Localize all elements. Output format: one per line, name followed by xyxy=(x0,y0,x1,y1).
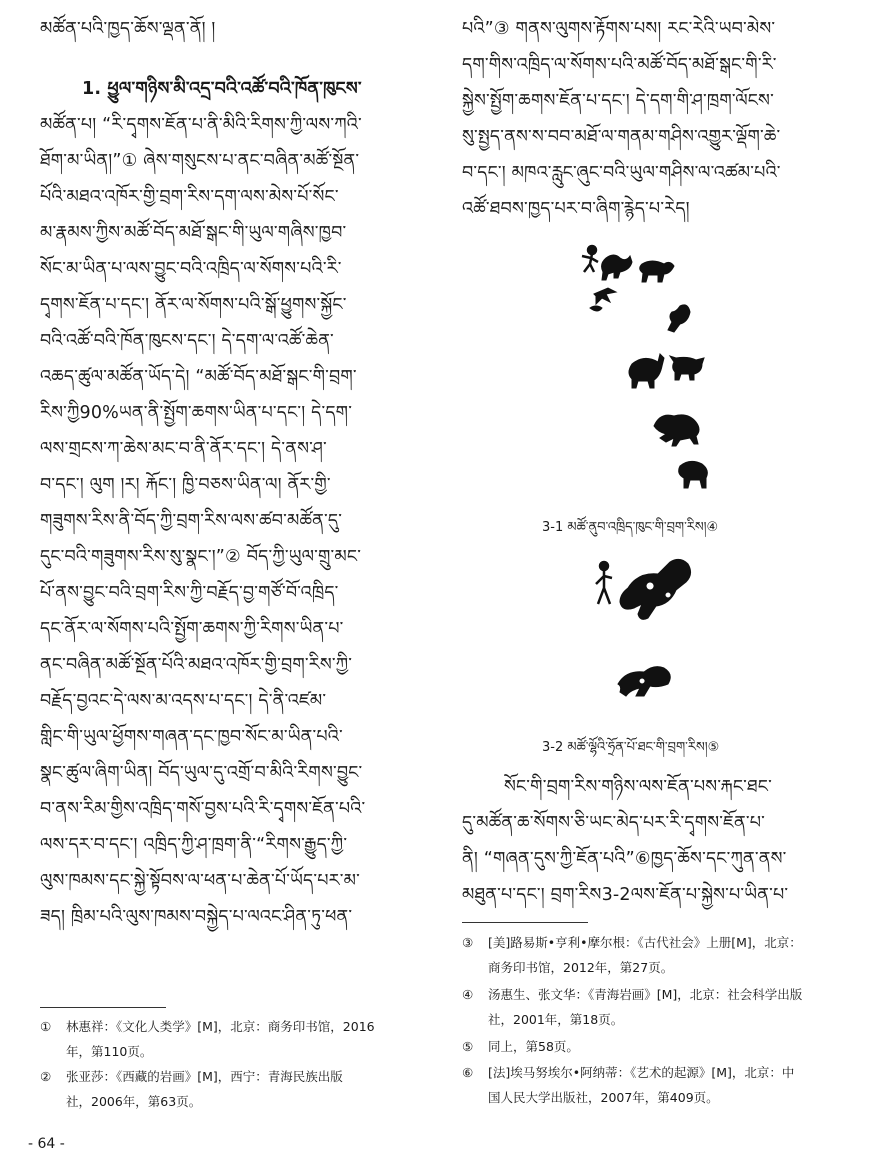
footnote-text: 汤惠生、张文华：《青海岩画》[M]，北京：社会科学出版 xyxy=(488,987,803,1002)
text-line: ལས་དར་བ་དང་། འཁྲིད་ཀྱི་ཤ་ཁྲག་ནི་“རིགས་རྒྱུད་ཀྱི་ xyxy=(40,835,348,855)
text-line: པའི”③ གནས་ལུགས་རྟོགས་པས། རང་རེའི་ཡབ་མེས་ xyxy=(462,19,776,39)
text-line: བ་དང་། མཁའ་རླུང་ཞུང་བའི་ཡུལ་གཤིས་ལ་འཚམ་པའི་ xyxy=(462,163,781,183)
text-line: ཟད། ཁྲིམ་པའི་ལུས་ཁམས་བསྐྱེད་པ་ལའང་ཤིན་ཏུ་ཕན་ xyxy=(40,907,353,927)
text-line: ནང་བཞིན་མཚོ་སྔོན་པོའི་མཐའ་འཁོར་གྱི་བྲག་རིས་ཀྱི་ xyxy=(40,655,353,675)
text-line: རིས་ཀྱི90%ཡན་ནི་སྤྱོག་ཆགས་ཡིན་པ་དང་། དེ་དག་ xyxy=(40,403,353,423)
text-line: སོང་མ་ཡིན་པ་ལས་བྱུང་བའི་འཁྲིད་ལ་སོགས་པའི་རི་ xyxy=(40,259,342,279)
footnote-text: 年，第110页。 xyxy=(66,1044,153,1059)
text-line: འཚོ་ཐབས་ཁྱད་པར་བ་ཞིག་རྙེད་པ་རེད། xyxy=(462,199,690,219)
footnote-text: 社，2006年，第63页。 xyxy=(66,1094,202,1109)
text-line: བའི་འཚོ་བའི་ཁོན་ཁུངས་དང་། དེ་དག་ལ་འཚོ་ཆེན་ xyxy=(40,331,334,351)
animal-icon xyxy=(602,255,632,280)
text-line: མཚོན་པའི་ཁྱད་ཆོས་ལྡན་ནོ། ། xyxy=(40,19,216,39)
hunter-icon xyxy=(596,562,612,604)
footnote-text: 国人民大学出版社，2007年，第409页。 xyxy=(488,1090,719,1105)
text-line: སུ་སྤྱད་ནས་ས་བབ་མཐོ་ལ་གནམ་གཤིས་འགྱུར་ལྡོག་ཆེ་ xyxy=(462,127,781,147)
footnote-text: 商务印书馆，2012年，第27页。 xyxy=(488,960,674,975)
text-line: བ་ནས་རིམ་གྱིས་འཁྲིད་གསོ་བྱས་པའི་རི་དྭགས་ཇོན་པའི་ xyxy=(40,799,366,819)
text-line: གཟུགས་རིས་ནི་བོད་ཀྱི་བྲག་རིས་ལས་ཚབ་མཚོན་དུ་ xyxy=(40,511,343,531)
footnote-text: [法]埃马努埃尔•阿纳蒂：《艺术的起源》[M]，北京：中 xyxy=(488,1065,795,1080)
footnote-number: ① xyxy=(40,1019,52,1034)
text-line: སྣང་ཚུལ་ཞིག་ཡིན། བོད་ཡུལ་དུ་འགྲོ་བ་མིའི་རིགས་བྱུང་ xyxy=(40,763,363,783)
figure-caption: 3-1 མཚོ་ནུབ་འཁྲིད་ཁུང་གི་བྲག་རིས།④ xyxy=(542,520,719,535)
footnote xyxy=(462,930,862,980)
footnote-number: ⑤ xyxy=(462,1039,474,1054)
animal-icon xyxy=(640,261,674,282)
text-line: དུ་མཚོན་ཆ་སོགས་ཅི་ཡང་མེད་པར་རི་དྭགས་ཇོན་པ་ xyxy=(462,813,766,833)
text-line: མ་རྣམས་ཀྱིས་མཚོ་བོད་མཐོ་སྒང་གི་ཡུལ་གཞིས་ཁྱབ་ xyxy=(40,223,347,243)
bird-icon xyxy=(590,306,602,311)
text-line: དང་ནོར་ལ་སོགས་པའི་སྤྱོག་ཆགས་ཀྱི་རིགས་ཡིན་པ་ xyxy=(40,619,344,639)
text-line: དུང་བའི་གཟུགས་རིས་སུ་སྣང་།”② བོད་ཀྱི་ཡུལ་གྲུ་མང་ xyxy=(40,547,362,567)
text-line: ཐོག་མ་ཡིན།”① ཞེས་གསུངས་པ་ནང་བཞིན་མཚོ་སྔོན་ xyxy=(40,151,360,171)
text-line: དྭགས་ཇོན་པ་དང་། ནོར་ལ་སོགས་པའི་སྒོ་ཕྱུགས་སྐྱོང་ xyxy=(40,295,347,315)
animal-icon xyxy=(618,667,670,696)
animal-icon xyxy=(629,354,664,388)
text-line: བ་དང་། ལུག །ར། རྐོང་། ཁྱི་བཅས་ཡིན་ལ། ནོར་གྱི་ xyxy=(40,475,331,495)
text-line: དག་གིས་འཁྲིད་ལ་སོགས་པའི་མཚོ་བོད་མཐོ་སྒང་གི་རི་ xyxy=(462,55,777,75)
footnote-text: 张亚莎：《西藏的岩画》[M]，西宁：青海民族出版 xyxy=(66,1069,343,1084)
text-line: ནི། “གཞན་དུས་ཀྱི་ཇོན་པའི”⑥ཁྱད་ཆོས་དང་ཀུན་ནས་ xyxy=(462,849,787,869)
footnote-number: ③ xyxy=(462,935,474,950)
footnote-text: 社，2001年，第18页。 xyxy=(488,1012,624,1027)
footnote xyxy=(462,1060,862,1110)
text-line: གླིང་གི་ཡུལ་ཕྱོགས་གཞན་དང་ཁྱབ་སོང་མ་ཡིན་པའི་ xyxy=(40,727,343,747)
petroglyph-figure-1 xyxy=(570,240,720,502)
petroglyph-figure-2 xyxy=(590,552,710,712)
footnote-number: ④ xyxy=(462,987,474,1002)
text-line: སྐྱེས་སྤྱོག་ཆགས་ཇོན་པ་དང་། དེ་དག་གི་ཤ་ཁྲག་ལོངས་ xyxy=(462,91,774,111)
hunter-icon xyxy=(582,246,598,272)
text-line: མཐུན་པ་དང་། བྲག་རིས3-2ལས་ཇོན་པ་སྐྱེས་པ་ཡིན་པ་ xyxy=(462,885,789,905)
text-line: བརྗོད་བྱའང་དེ་ལས་མ་འདས་པ་དང་། དེ་ནི་འཛམ་ xyxy=(40,691,327,711)
animal-icon xyxy=(620,559,691,619)
footnote xyxy=(40,1014,420,1064)
footnote-rule xyxy=(462,922,588,923)
figure-caption: 3-2 མཚོ་ལྷོའི་ཧྲོན་པོ་ཐང་གི་བྲག་རིས།⑤ xyxy=(542,740,720,755)
footnote-text: [美]路易斯•亨利•摩尔根：《古代社会》上册[M]，北京： xyxy=(488,935,802,950)
footnote-text: 同上，第58页。 xyxy=(488,1039,579,1054)
animal-icon xyxy=(670,356,704,380)
text-line: པོའི་མཐའ་འཁོར་གྱི་བྲག་རིས་དག་ལས་མེས་པོ་སོང་ xyxy=(40,187,339,207)
section-heading: 1. ཕྱུལ་གཉིས་མི་འདྲ་བའི་འཚོ་བའི་ཁོན་ཁུངས་ xyxy=(82,79,362,99)
animal-icon xyxy=(679,461,708,488)
animal-icon xyxy=(654,415,699,446)
page-number: - 64 - xyxy=(28,1136,65,1152)
footnote-number: ② xyxy=(40,1069,52,1084)
text-line: སོང་གི་བྲག་རིས་གཉིས་ལས་ཇོན་པས་རྐང་ཐང་ xyxy=(504,777,772,797)
animal-icon xyxy=(668,305,690,332)
text-line: པོ་ནས་བྱུང་བའི་བྲག་རིས་ཀྱི་བརྗོད་བྱ་གཙོ་བོ་འཁྲིད་ xyxy=(40,583,339,603)
text-line: ལས་གྲངས་ཀ་ཆེས་མང་བ་ནི་ནོར་དང་། དེ་ནས་ཤ་ xyxy=(40,439,327,459)
text-line: འཆད་ཚུལ་མཚོན་ཡོད་དེ། “མཚོ་བོད་མཐོ་སྒང་གི་བྲག་ xyxy=(40,367,357,387)
footnote-rule xyxy=(40,1007,166,1008)
footnote xyxy=(462,1034,862,1059)
bird-icon xyxy=(594,288,616,304)
footnote-number: ⑥ xyxy=(462,1065,474,1080)
footnote-text: 林惠祥：《文化人类学》[M]，北京：商务印书馆，2016 xyxy=(66,1019,375,1034)
footnote xyxy=(40,1064,420,1114)
footnote xyxy=(462,982,862,1032)
text-line: མཚོན་པ། “རི་དྭགས་ཇོན་པ་ནི་མིའི་རིགས་ཀྱི་ལས་ཀའི་ xyxy=(40,115,362,135)
text-line: ལུས་ཁམས་དང་སྐྱེ་སྟོབས་ལ་ཕན་པ་ཆེན་པོ་ཡོད་པར་མ་ xyxy=(40,871,361,891)
